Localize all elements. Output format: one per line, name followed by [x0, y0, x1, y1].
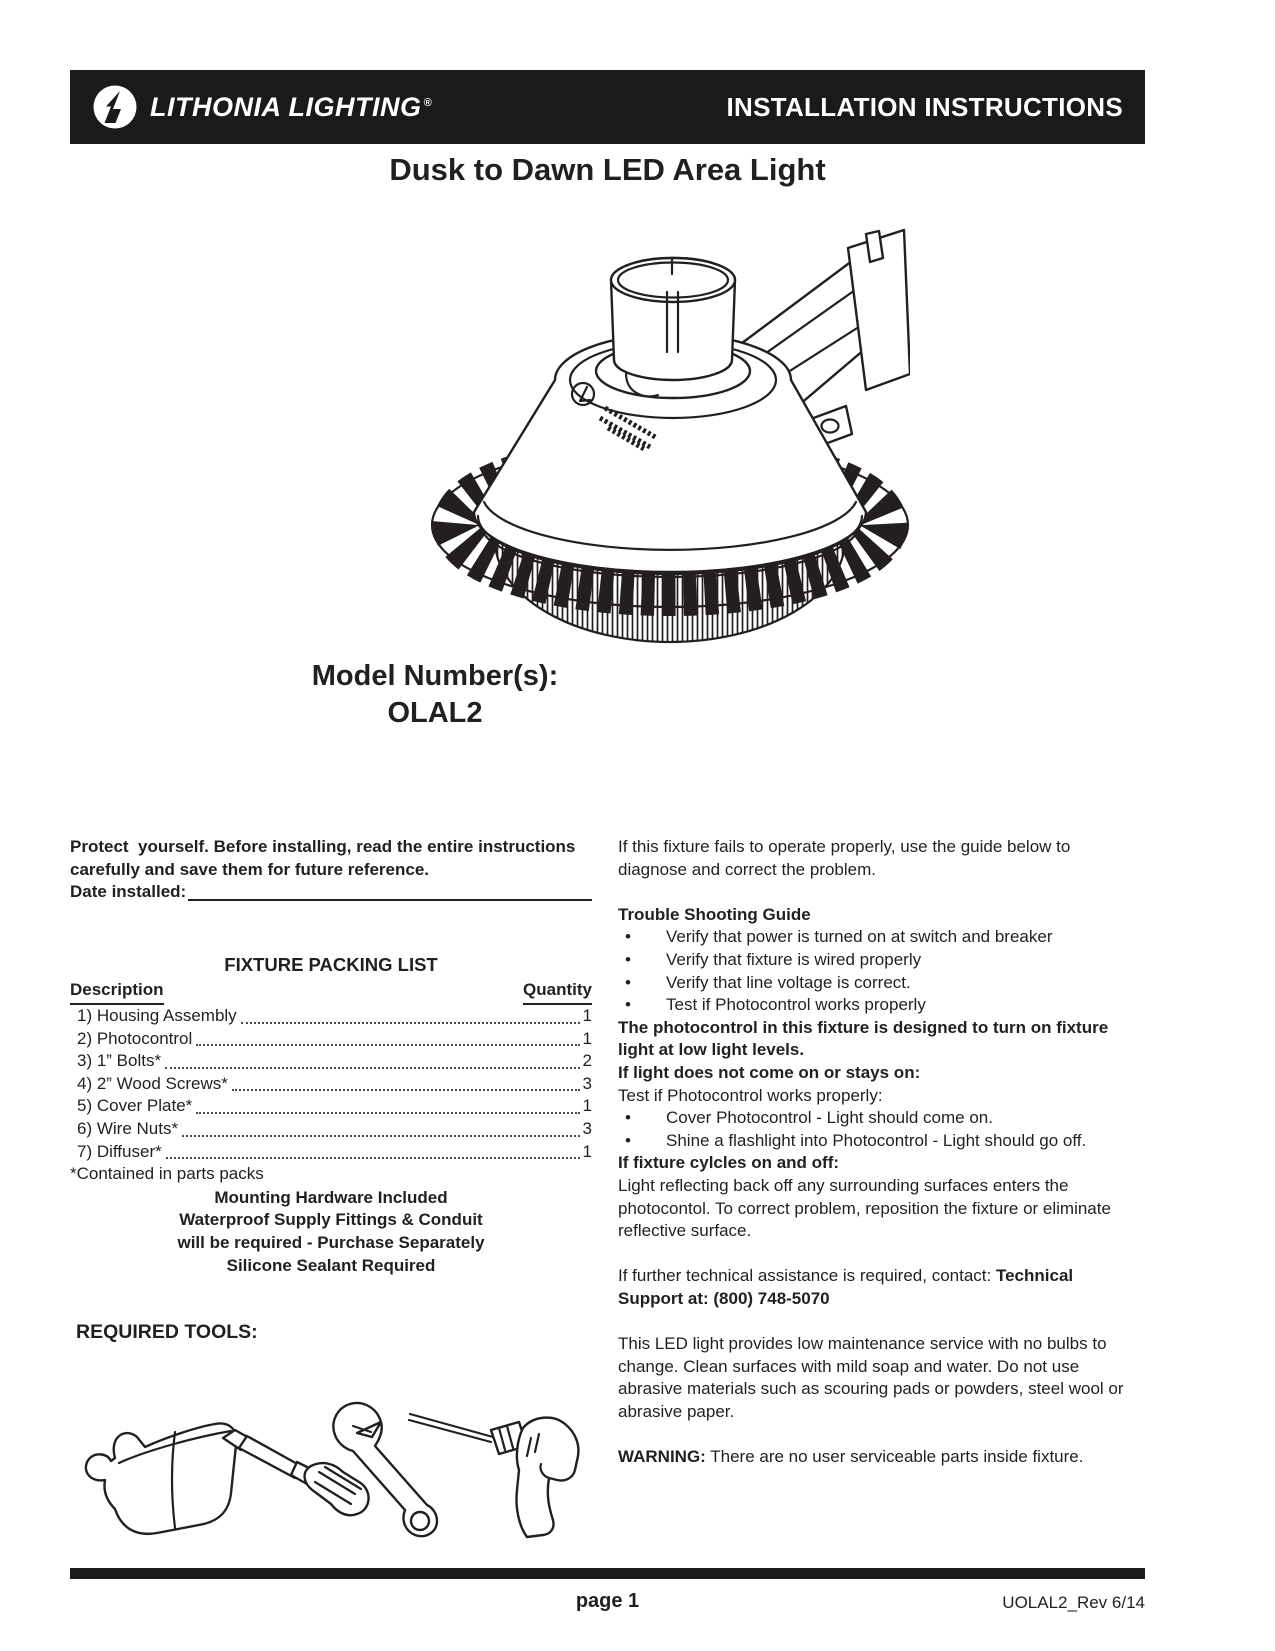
- protect-notice: Protect yourself. Before installing, read the entire instructions carefully and save them for future reference.: [70, 837, 581, 879]
- footer-rule: [70, 1568, 1145, 1579]
- registered-mark: ®: [423, 96, 433, 109]
- required-tools-illustration: [75, 1330, 580, 1545]
- brand: [92, 84, 432, 130]
- document-title: INSTALLATION INSTRUCTIONS: [726, 91, 1123, 122]
- bullet-item: • Cover Photocontrol - Light should come on.: [618, 1107, 1140, 1130]
- packing-list-row: 2) Photocontrol 1: [77, 1028, 592, 1048]
- packing-list-header: [70, 979, 592, 1005]
- intro-paragraph: If this fixture fails to operate properly, use the guide below to diagnose and correct the problem.: [618, 837, 1071, 879]
- cycles-text: Light reflecting back off any surrounding surfaces enters the photocontol. To correct problem, reposition the fixture or eliminate reflective surface.: [618, 1175, 1111, 1241]
- header-bar: [70, 70, 1145, 144]
- maintenance-paragraph: This LED light provides low maintenance service with no bulbs to change. Clean surfaces with mild soap and water. Do not use abrasive materials such as scouring pads or powders, steel wool or abrasive paper.: [618, 1334, 1124, 1421]
- packing-list-row: 4) 2” Wood Screws* 3: [77, 1073, 592, 1093]
- dot-leader: [232, 1089, 580, 1091]
- note-line: Mounting Hardware Included: [214, 1187, 448, 1207]
- warning-paragraph: WARNING: There are no user serviceable parts inside fixture.: [618, 1447, 1084, 1467]
- bullet-item: • Verify that power is turned on at switch and breaker: [618, 926, 1140, 949]
- packing-list-title: FIXTURE PACKING LIST: [224, 953, 438, 975]
- dot-leader: [182, 1135, 579, 1137]
- date-installed-line: [70, 881, 592, 904]
- brand-name: LITHONIA LIGHTING ®: [150, 91, 433, 122]
- revision-code: UOLAL2_Rev 6/14: [1002, 1593, 1145, 1612]
- page-title: Dusk to Dawn LED Area Light: [389, 152, 826, 187]
- bullet-item: • Verify that line voltage is correct.: [618, 972, 1140, 995]
- dot-leader: [241, 1022, 580, 1024]
- hardware-notes: [70, 1187, 592, 1277]
- safety-glasses-icon: [86, 1423, 236, 1533]
- warning-label: WARNING:: [618, 1447, 706, 1467]
- bullet-item: • Test if Photocontrol works properly: [618, 994, 1140, 1017]
- packing-list-row: 1) Housing Assembly 1: [77, 1005, 592, 1025]
- photocontrol-note: The photocontrol in this fixture is designed to turn on fixture light at low light levels.: [618, 1017, 1109, 1060]
- fixture-packing-list: [70, 954, 592, 1277]
- packing-footnote: *Contained in parts packs: [70, 1164, 264, 1184]
- packing-list-row: 7) Diffuser* 1: [77, 1141, 592, 1161]
- date-fill-line: [188, 899, 592, 901]
- lithonia-logo-icon: [92, 84, 138, 130]
- model-label: Model Number(s):: [311, 660, 559, 692]
- right-column: [618, 836, 1140, 1469]
- column-description: Description: [70, 979, 164, 1005]
- support-phone: Technical Support at: (800) 748-5070: [618, 1266, 1074, 1308]
- photocontrol: [611, 258, 735, 380]
- model-number: OLAL2: [387, 697, 483, 730]
- required-tools-title: REQUIRED TOOLS:: [76, 1321, 258, 1344]
- test-line: Test if Photocontrol works properly:: [618, 1085, 883, 1105]
- no-light-heading: If light does not come on or stays on:: [618, 1062, 921, 1082]
- packing-list-row: 5) Cover Plate* 1: [77, 1096, 592, 1116]
- column-quantity: Quantity: [523, 979, 592, 1005]
- note-line: Waterproof Supply Fittings & Conduit: [179, 1210, 483, 1230]
- bullet-item: • Shine a flashlight into Photocontrol - Light should go off.: [618, 1130, 1140, 1153]
- note-line: Silicone Sealant Required: [226, 1255, 436, 1275]
- cycles-heading: If fixture cylcles on and off:: [618, 1153, 840, 1173]
- packing-list-row: 6) Wire Nuts* 3: [77, 1118, 592, 1138]
- note-line: will be required - Purchase Separately: [177, 1232, 485, 1252]
- dot-leader: [166, 1157, 580, 1159]
- dot-leader: [196, 1112, 579, 1114]
- assistance-paragraph: If further technical assistance is required, contact: Technical Support at: (800) 748-5070: [618, 1266, 1074, 1308]
- dot-leader: [165, 1067, 579, 1069]
- packing-list-row: 3) 1” Bolts* 2: [77, 1051, 592, 1071]
- bullet-item: • Verify that fixture is wired properly: [618, 949, 1140, 972]
- fixture-drawing: [420, 222, 910, 652]
- date-installed-label: Date installed:: [70, 882, 187, 902]
- dot-leader: [196, 1044, 579, 1046]
- page-number: page 1: [575, 1590, 640, 1612]
- model-block: [215, 658, 655, 732]
- troubleshooting-title: Trouble Shooting Guide: [618, 904, 811, 924]
- left-column: [70, 836, 592, 1344]
